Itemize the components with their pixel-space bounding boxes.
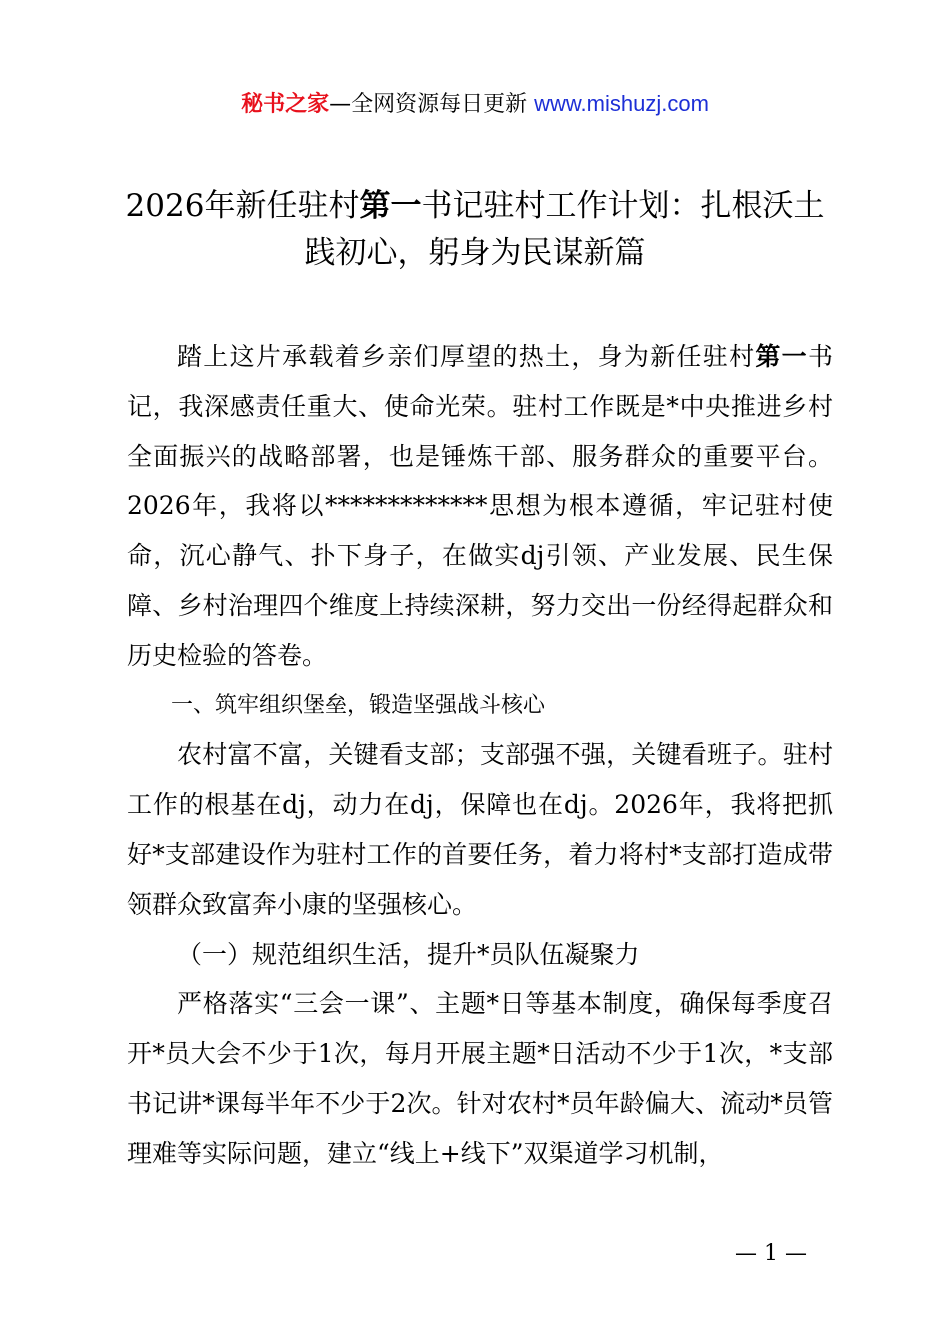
title-part-2: 书记驻村工作计划：扎根沃土践初心，躬身为民谋新篇	[304, 188, 825, 271]
site-header	[0, 86, 950, 123]
subsection-1-paragraph: 严格落实“三会一课”、主题*日等基本制度，确保每季度召开*员大会不少于1次，每月开展主题*日活动不少于1次，*支部书记讲*课每半年不少于2次。针对农村*员年龄偏大、流动*员管理难等实际问题，建立“线上+线下”双渠道学习机制，	[127, 989, 833, 1168]
page-number: — 1 —	[735, 1241, 807, 1266]
intro-paragraph	[127, 332, 833, 681]
title-bold-part: 第一	[359, 188, 422, 224]
document-body	[127, 332, 833, 1179]
intro-text-b: 书记，我深感责任重大、使命光荣。驻村工作既是*中央推进乡村全面振兴的战略部署，也是锤炼干部、服务群众的重要平台。2026年，我将以*************思想为根本遵循，牢记驻村使命，沉心静气、扑下身子，在做实dj引领、产业发展、民生保障、乡村治理四个维度上持续深耕，努力交出一份经得起群众和历史检验的答卷。	[127, 342, 833, 670]
intro-text-a: 踏上这片承载着乡亲们厚望的热土，身为新任驻村	[177, 342, 756, 371]
subsection-heading-1: （一）规范组织生活，提升*员队伍凝聚力	[177, 939, 640, 969]
document-title	[118, 183, 832, 277]
intro-bold-text: 第一	[755, 342, 808, 371]
brand-name: 秘书之家	[241, 92, 330, 117]
site-url-link[interactable]: www.mishuzj.com	[534, 91, 709, 116]
section-1-paragraph: 农村富不富，关键看支部；支部强不强，关键看班子。驻村工作的根基在dj，动力在dj，保障也在dj。2026年，我将把抓好*支部建设作为驻村工作的首要任务，着力将村*支部打造成带领群众致富奔小康的坚强核心。	[127, 740, 833, 919]
section-heading-1: 一、筑牢组织堡垒，锻造坚强战斗核心	[171, 692, 546, 718]
title-part-1: 2026年新任驻村	[125, 188, 360, 224]
header-tagline: —全网资源每日更新	[329, 92, 528, 117]
